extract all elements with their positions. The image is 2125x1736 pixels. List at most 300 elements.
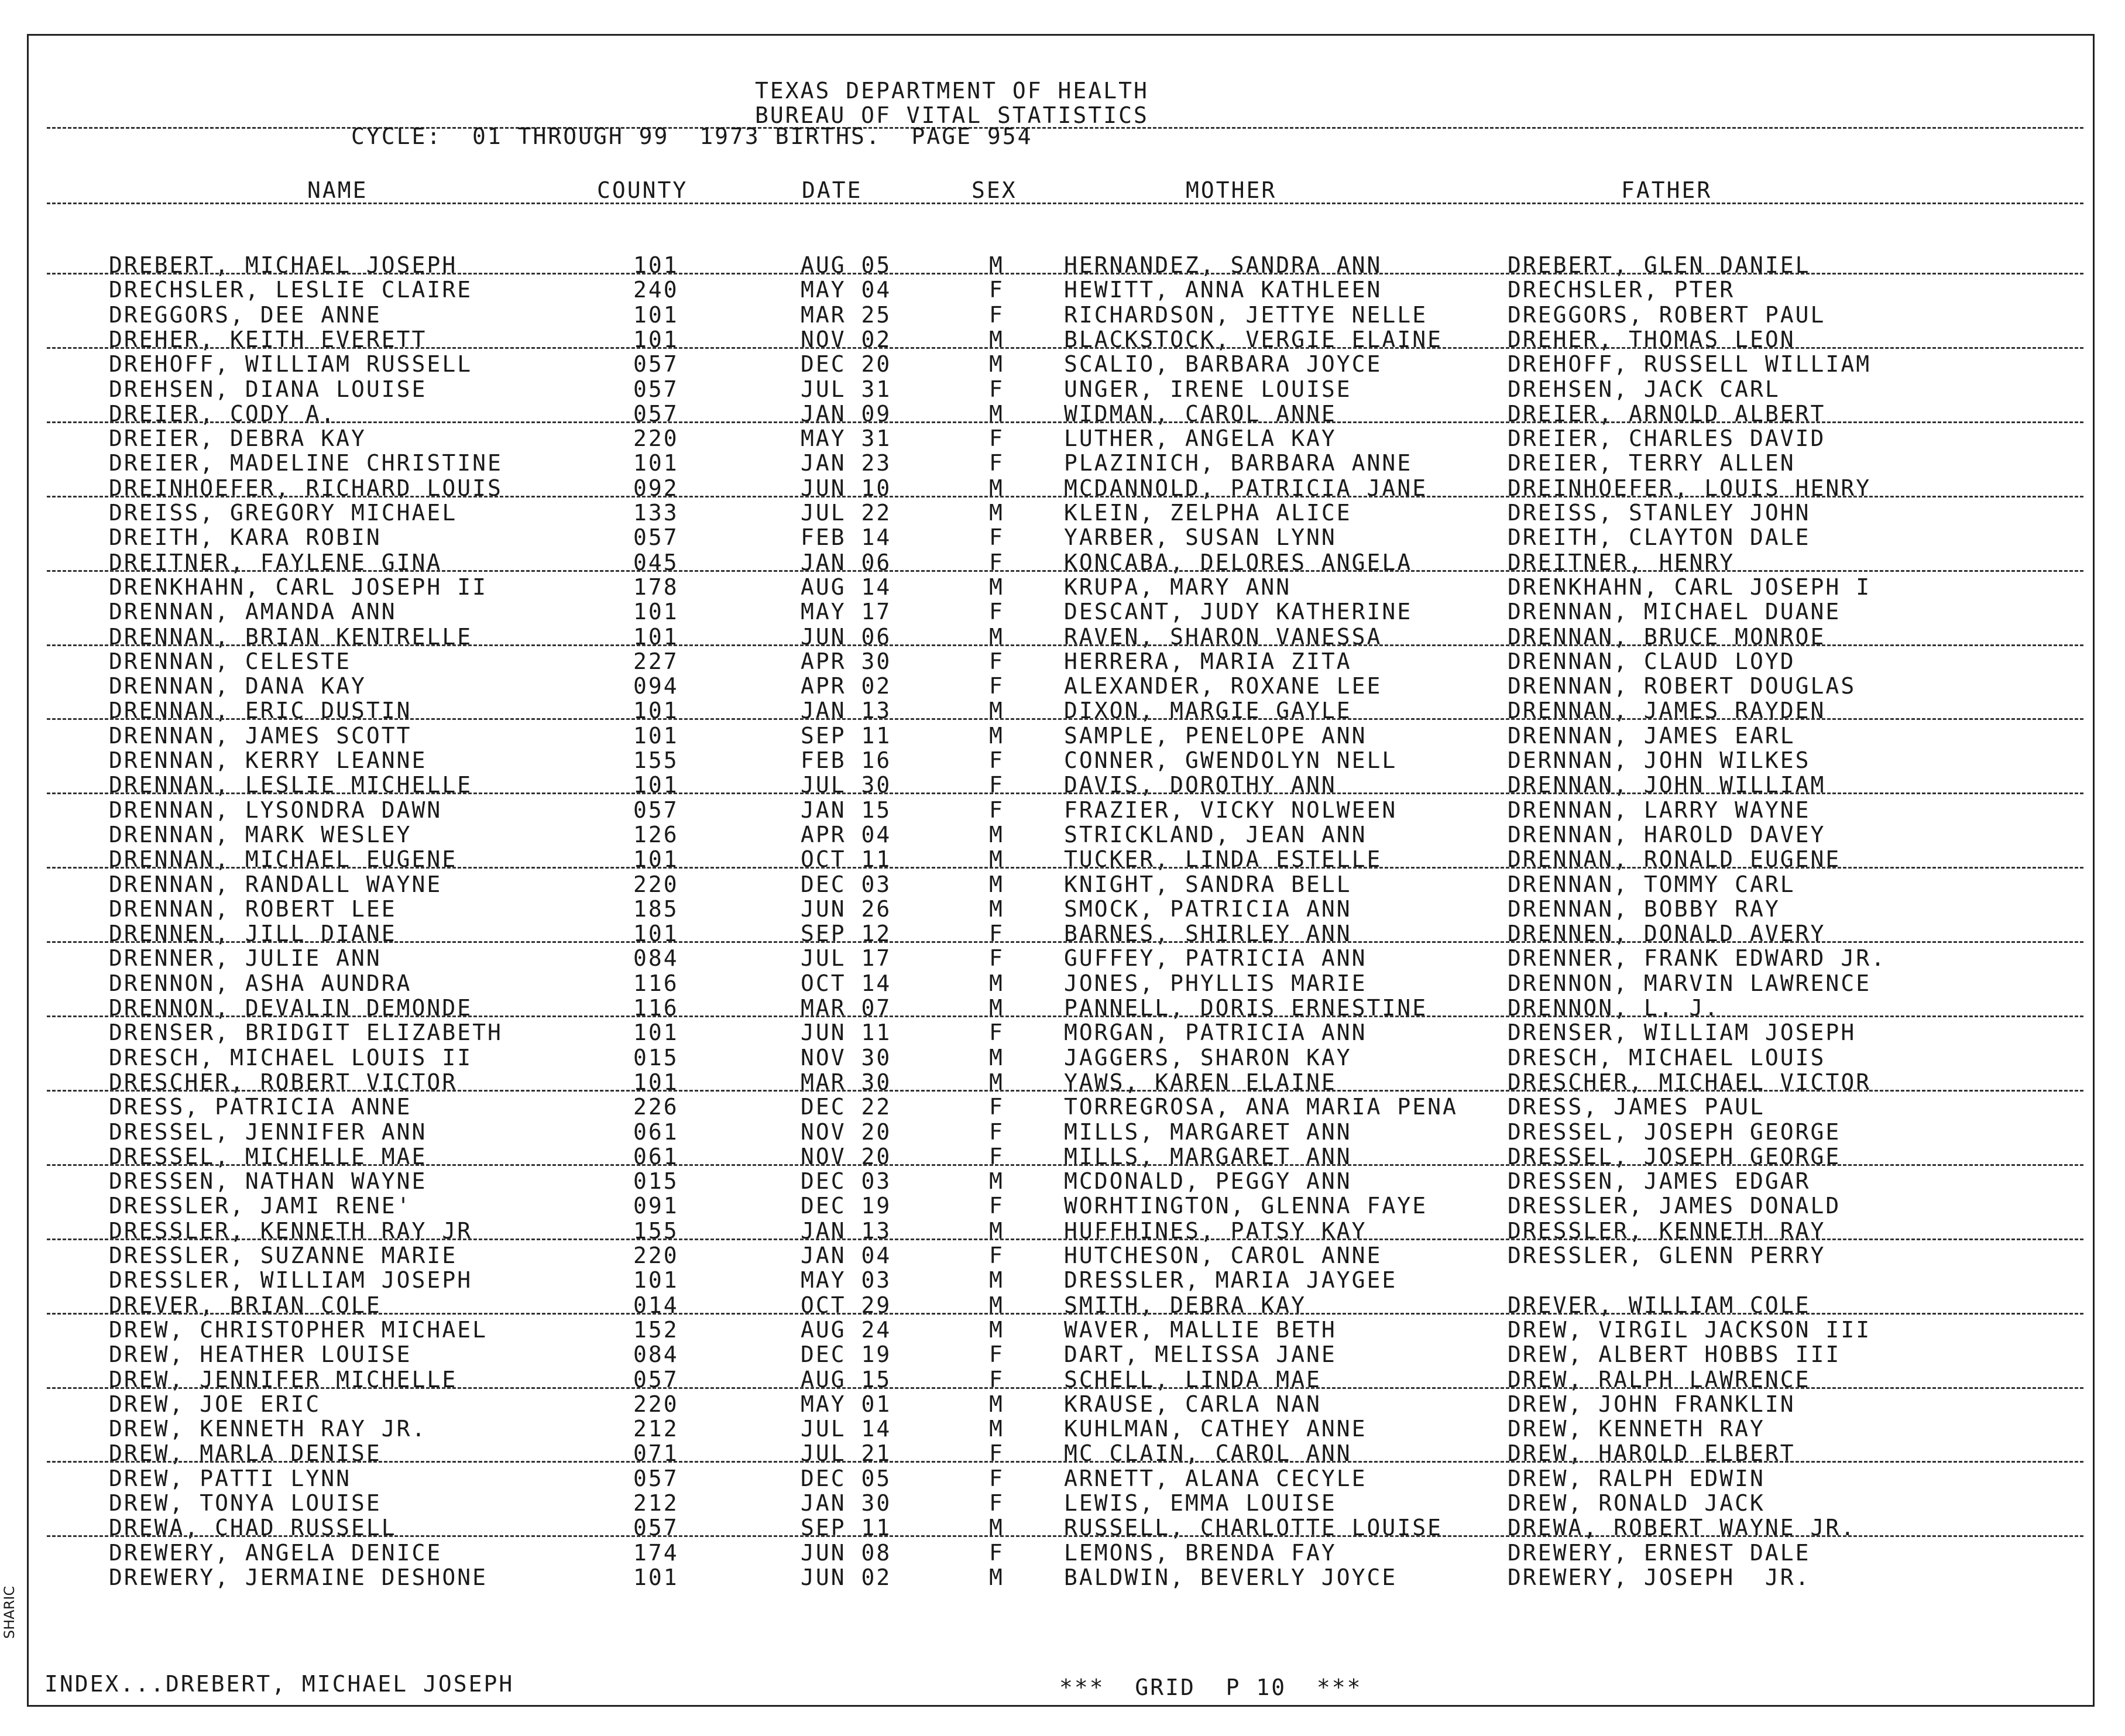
cell-mother: MCDONALD, PEGGY ANN bbox=[1064, 1168, 1352, 1194]
cell-name: DREW, JENNIFER MICHELLE bbox=[109, 1367, 458, 1392]
cell-mother: TORREGROSA, ANA MARIA PENA bbox=[1064, 1094, 1458, 1120]
cell-mother: BLACKSTOCK, VERGIE ELAINE bbox=[1064, 327, 1443, 352]
cell-father: DREW, RALPH LAWRENCE bbox=[1508, 1367, 1811, 1392]
cell-name: DRECHSLER, LESLIE CLAIRE bbox=[109, 277, 473, 303]
cycle-line: CYCLE: 01 THROUGH 99 1973 BIRTHS. PAGE 954 bbox=[351, 123, 1033, 149]
cell-father: DRENNEN, DONALD AVERY bbox=[1508, 921, 1826, 946]
header-department: TEXAS DEPARTMENT OF HEALTH bbox=[755, 78, 1149, 104]
cell-mother: CONNER, GWENDOLYN NELL bbox=[1064, 747, 1398, 773]
cell-father: DRENNON, MARVIN LAWRENCE bbox=[1508, 970, 1872, 996]
cell-name: DREVER, BRIAN COLE bbox=[109, 1292, 382, 1318]
cell-sex: M bbox=[989, 1045, 1004, 1071]
cell-date: JUN 11 bbox=[801, 1020, 892, 1045]
cell-mother: SCHELL, LINDA MAE bbox=[1064, 1367, 1321, 1392]
cell-county: 101 bbox=[633, 327, 679, 352]
cell-mother: LEMONS, BRENDA FAY bbox=[1064, 1540, 1337, 1566]
cell-mother: STRICKLAND, JEAN ANN bbox=[1064, 822, 1367, 848]
table-row bbox=[0, 822, 2125, 847]
cell-father: DRESSLER, GLENN PERRY bbox=[1508, 1243, 1826, 1268]
cell-sex: F bbox=[989, 302, 1004, 328]
cell-sex: F bbox=[989, 599, 1004, 625]
cell-date: DEC 19 bbox=[801, 1342, 892, 1367]
cell-father: DRENSER, WILLIAM JOSEPH bbox=[1508, 1020, 1856, 1045]
cell-date: DEC 05 bbox=[801, 1466, 892, 1491]
cell-father: DREHER, THOMAS LEON bbox=[1508, 327, 1796, 352]
cell-name: DREW, HEATHER LOUISE bbox=[109, 1342, 412, 1367]
cell-father: DREIER, TERRY ALLEN bbox=[1508, 450, 1796, 476]
cell-mother: ALEXANDER, ROXANE LEE bbox=[1064, 673, 1382, 699]
cell-county: 057 bbox=[633, 524, 679, 550]
cell-name: DRENNAN, AMANDA ANN bbox=[109, 599, 397, 625]
table-row bbox=[0, 1045, 2125, 1070]
cell-sex: F bbox=[989, 1144, 1004, 1169]
cell-mother: WIDMAN, CAROL ANNE bbox=[1064, 401, 1337, 427]
cell-father: DRENNAN, BOBBY RAY bbox=[1508, 896, 1780, 922]
cell-county: 101 bbox=[633, 723, 679, 749]
cell-sex: F bbox=[989, 1540, 1004, 1566]
cell-sex: F bbox=[989, 1342, 1004, 1367]
cell-father: DRENNAN, ROBERT DOUGLAS bbox=[1508, 673, 1856, 699]
cell-name: DREHSEN, DIANA LOUISE bbox=[109, 376, 427, 402]
cell-mother: DART, MELISSA JANE bbox=[1064, 1342, 1337, 1367]
table-row bbox=[0, 946, 2125, 970]
cell-date: DEC 19 bbox=[801, 1193, 892, 1219]
cell-name: DREWERY, JERMAINE DESHONE bbox=[109, 1565, 488, 1590]
cell-name: DRESSEN, NATHAN WAYNE bbox=[109, 1168, 427, 1194]
cell-father: DRESSEL, JOSEPH GEORGE bbox=[1508, 1144, 1841, 1169]
cell-date: OCT 29 bbox=[801, 1292, 892, 1318]
cell-mother: BALDWIN, BEVERLY JOYCE bbox=[1064, 1565, 1398, 1590]
cell-mother: DAVIS, DOROTHY ANN bbox=[1064, 772, 1337, 798]
cell-mother: DESCANT, JUDY KATHERINE bbox=[1064, 599, 1413, 625]
cell-county: 101 bbox=[633, 921, 679, 946]
cell-name: DRENNAN, DANA KAY bbox=[109, 673, 366, 699]
cell-county: 084 bbox=[633, 1342, 679, 1367]
footer-index: INDEX...DREBERT, MICHAEL JOSEPH bbox=[44, 1671, 514, 1697]
cell-sex: F bbox=[989, 426, 1004, 451]
table-row bbox=[0, 1243, 2125, 1268]
cell-date: JUN 08 bbox=[801, 1540, 892, 1566]
table-row bbox=[0, 525, 2125, 550]
side-label: SHARIC bbox=[1, 1586, 18, 1639]
row-group-rule bbox=[47, 1090, 2083, 1092]
cell-father: DRESS, JAMES PAUL bbox=[1508, 1094, 1765, 1120]
cell-county: 155 bbox=[633, 747, 679, 773]
cell-sex: M bbox=[989, 1069, 1004, 1095]
cell-mother: HUFFHINES, PATSY KAY bbox=[1064, 1218, 1367, 1244]
cell-father: DREIER, ARNOLD ALBERT bbox=[1508, 401, 1826, 427]
cell-mother: WORHTINGTON, GLENNA FAYE bbox=[1064, 1193, 1428, 1219]
cell-sex: F bbox=[989, 550, 1004, 575]
cell-county: 101 bbox=[633, 450, 679, 476]
cell-sex: M bbox=[989, 1515, 1004, 1541]
cell-sex: M bbox=[989, 252, 1004, 278]
cell-county: 226 bbox=[633, 1094, 679, 1120]
table-row bbox=[0, 1342, 2125, 1367]
row-group-rule bbox=[47, 1238, 2083, 1240]
row-group-rule bbox=[47, 1164, 2083, 1166]
cell-county: 057 bbox=[633, 351, 679, 377]
cell-date: MAY 17 bbox=[801, 599, 892, 625]
row-group-rule bbox=[47, 867, 2083, 869]
cell-father: DERNNAN, JOHN WILKES bbox=[1508, 747, 1811, 773]
cell-county: 178 bbox=[633, 574, 679, 600]
table-row bbox=[0, 1120, 2125, 1144]
cell-mother: FRAZIER, VICKY NOLWEEN bbox=[1064, 797, 1398, 823]
cell-name: DRESSLER, SUZANNE MARIE bbox=[109, 1243, 458, 1268]
cell-mother: DIXON, MARGIE GAYLE bbox=[1064, 698, 1352, 723]
cell-father: DREW, ALBERT HOBBS III bbox=[1508, 1342, 1841, 1367]
cell-father: DRESSLER, KENNETH RAY bbox=[1508, 1218, 1826, 1244]
cell-father: DRENNAN, BRUCE MONROE bbox=[1508, 624, 1826, 650]
cell-county: 116 bbox=[633, 995, 679, 1021]
cell-date: NOV 30 bbox=[801, 1045, 892, 1071]
cell-county: 220 bbox=[633, 1243, 679, 1268]
cell-date: MAR 07 bbox=[801, 995, 892, 1021]
table-row bbox=[0, 451, 2125, 475]
table-row bbox=[0, 897, 2125, 921]
cell-father: DRENNAN, TOMMY CARL bbox=[1508, 872, 1796, 897]
cell-county: 101 bbox=[633, 599, 679, 625]
cell-name: DRENNAN, ERIC DUSTIN bbox=[109, 698, 412, 723]
cell-father: DREWERY, JOSEPH JR. bbox=[1508, 1565, 1811, 1590]
table-row bbox=[0, 798, 2125, 822]
cell-name: DRESSLER, KENNETH RAY JR bbox=[109, 1218, 473, 1244]
cell-county: 227 bbox=[633, 649, 679, 674]
cell-county: 101 bbox=[633, 772, 679, 798]
cell-date: FEB 16 bbox=[801, 747, 892, 773]
cell-county: 220 bbox=[633, 1391, 679, 1417]
cell-mother: SMOCK, PATRICIA ANN bbox=[1064, 896, 1352, 922]
table-row bbox=[0, 277, 2125, 302]
row-group-rule bbox=[47, 1313, 2083, 1315]
cell-name: DREIER, CODY A. bbox=[109, 401, 337, 427]
cell-name: DREISS, GREGORY MICHAEL bbox=[109, 500, 458, 526]
cell-father: DREINHOEFER, LOUIS HENRY bbox=[1508, 475, 1872, 501]
cell-county: 174 bbox=[633, 1540, 679, 1566]
cell-sex: F bbox=[989, 1466, 1004, 1491]
cell-date: DEC 03 bbox=[801, 1168, 892, 1194]
cell-mother: KRUPA, MARY ANN bbox=[1064, 574, 1292, 600]
cell-name: DREINHOEFER, RICHARD LOUIS bbox=[109, 475, 503, 501]
table-row bbox=[0, 575, 2125, 599]
cell-sex: F bbox=[989, 945, 1004, 971]
cell-mother: UNGER, IRENE LOUISE bbox=[1064, 376, 1352, 402]
cell-county: 061 bbox=[633, 1119, 679, 1145]
cell-father: DRENKHAHN, CARL JOSEPH I bbox=[1508, 574, 1872, 600]
cell-mother: GUFFEY, PATRICIA ANN bbox=[1064, 945, 1367, 971]
cell-mother: SCALIO, BARBARA JOYCE bbox=[1064, 351, 1382, 377]
cell-father: DRESCH, MICHAEL LOUIS bbox=[1508, 1045, 1826, 1071]
table-row bbox=[0, 1318, 2125, 1342]
row-group-rule bbox=[47, 1387, 2083, 1389]
table-row bbox=[0, 1268, 2125, 1292]
cell-county: 057 bbox=[633, 401, 679, 427]
cell-father: DRENNAN, RONALD EUGENE bbox=[1508, 846, 1841, 872]
cell-sex: M bbox=[989, 500, 1004, 526]
cell-sex: M bbox=[989, 1391, 1004, 1417]
cell-name: DRENNAN, CELESTE bbox=[109, 649, 352, 674]
column-header-rule bbox=[47, 203, 2083, 204]
table-row bbox=[0, 1095, 2125, 1119]
cell-mother: RUSSELL, CHARLOTTE LOUISE bbox=[1064, 1515, 1443, 1541]
cell-name: DREITH, KARA ROBIN bbox=[109, 524, 382, 550]
column-header-name: NAME bbox=[307, 177, 368, 203]
cell-name: DRENNON, ASHA AUNDRA bbox=[109, 970, 412, 996]
cell-date: MAY 01 bbox=[801, 1391, 892, 1417]
cell-name: DREBERT, MICHAEL JOSEPH bbox=[109, 252, 458, 278]
table-row bbox=[0, 971, 2125, 996]
cell-mother: MCDANNOLD, PATRICIA JANE bbox=[1064, 475, 1428, 501]
cell-name: DREW, TONYA LOUISE bbox=[109, 1490, 382, 1516]
table-row bbox=[0, 649, 2125, 674]
cell-name: DRENNER, JULIE ANN bbox=[109, 945, 382, 971]
cell-date: DEC 03 bbox=[801, 872, 892, 897]
cell-county: 061 bbox=[633, 1144, 679, 1169]
cell-father: DREHSEN, JACK CARL bbox=[1508, 376, 1780, 402]
cell-name: DREW, PATTI LYNN bbox=[109, 1466, 352, 1491]
cell-date: APR 30 bbox=[801, 649, 892, 674]
cell-mother: MILLS, MARGARET ANN bbox=[1064, 1144, 1352, 1169]
cell-name: DRENKHAHN, CARL JOSEPH II bbox=[109, 574, 488, 600]
table-row bbox=[0, 426, 2125, 451]
cell-county: 220 bbox=[633, 426, 679, 451]
cell-date: MAY 04 bbox=[801, 277, 892, 303]
cell-sex: M bbox=[989, 723, 1004, 749]
cell-father: DREVER, WILLIAM COLE bbox=[1508, 1292, 1811, 1318]
cell-mother: JAGGERS, SHARON KAY bbox=[1064, 1045, 1352, 1071]
cell-date: AUG 15 bbox=[801, 1367, 892, 1392]
cell-mother: MC CLAIN, CAROL ANN bbox=[1064, 1440, 1352, 1466]
cell-date: JUN 10 bbox=[801, 475, 892, 501]
row-group-rule bbox=[47, 718, 2083, 720]
cell-date: JAN 13 bbox=[801, 1218, 892, 1244]
cell-county: 057 bbox=[633, 1367, 679, 1392]
cell-date: MAY 03 bbox=[801, 1267, 892, 1293]
cell-name: DRESCH, MICHAEL LOUIS II bbox=[109, 1045, 473, 1071]
footer-grid: *** GRID P 10 *** bbox=[1059, 1675, 1362, 1700]
cell-sex: F bbox=[989, 1094, 1004, 1120]
cell-county: 101 bbox=[633, 698, 679, 723]
table-row bbox=[0, 1541, 2125, 1565]
cell-name: DREIER, MADELINE CHRISTINE bbox=[109, 450, 503, 476]
cell-sex: M bbox=[989, 1168, 1004, 1194]
cell-date: NOV 20 bbox=[801, 1144, 892, 1169]
cell-date: JUL 31 bbox=[801, 376, 892, 402]
cell-county: 057 bbox=[633, 376, 679, 402]
cell-father: DRESCHER, MICHAEL VICTOR bbox=[1508, 1069, 1872, 1095]
cell-sex: M bbox=[989, 1267, 1004, 1293]
cell-date: SEP 11 bbox=[801, 1515, 892, 1541]
cell-name: DRESSEL, JENNIFER ANN bbox=[109, 1119, 427, 1145]
cell-date: SEP 12 bbox=[801, 921, 892, 946]
table-row bbox=[0, 377, 2125, 402]
header-bureau: BUREAU OF VITAL STATISTICS bbox=[755, 102, 1149, 128]
cell-sex: M bbox=[989, 1416, 1004, 1442]
cell-sex: F bbox=[989, 1367, 1004, 1392]
cell-sex: F bbox=[989, 1440, 1004, 1466]
cell-sex: F bbox=[989, 524, 1004, 550]
cell-sex: M bbox=[989, 624, 1004, 650]
cell-father: DREITNER, HENRY bbox=[1508, 550, 1735, 575]
cell-county: 152 bbox=[633, 1317, 679, 1343]
row-group-rule bbox=[47, 1535, 2083, 1537]
row-group-rule bbox=[47, 1015, 2083, 1017]
cell-sex: M bbox=[989, 822, 1004, 848]
cell-date: APR 04 bbox=[801, 822, 892, 848]
cell-name: DRENNAN, KERRY LEANNE bbox=[109, 747, 427, 773]
cell-sex: M bbox=[989, 1292, 1004, 1318]
cell-county: 133 bbox=[633, 500, 679, 526]
cell-sex: M bbox=[989, 846, 1004, 872]
cell-mother: YAWS, KAREN ELAINE bbox=[1064, 1069, 1337, 1095]
cell-mother: MILLS, MARGARET ANN bbox=[1064, 1119, 1352, 1145]
cell-date: AUG 05 bbox=[801, 252, 892, 278]
cell-name: DRENNON, DEVALIN DEMONDE bbox=[109, 995, 473, 1021]
cell-sex: F bbox=[989, 1119, 1004, 1145]
cell-mother: PANNELL, DORIS ERNESTINE bbox=[1064, 995, 1428, 1021]
column-header-sex: SEX bbox=[971, 177, 1017, 203]
cell-county: 185 bbox=[633, 896, 679, 922]
cell-sex: M bbox=[989, 1565, 1004, 1590]
cell-father: DREITH, CLAYTON DALE bbox=[1508, 524, 1811, 550]
cell-father: DRENNAN, JOHN WILLIAM bbox=[1508, 772, 1826, 798]
cell-county: 240 bbox=[633, 277, 679, 303]
cell-name: DRESSEL, MICHELLE MAE bbox=[109, 1144, 427, 1169]
cell-sex: F bbox=[989, 673, 1004, 699]
cell-father: DRENNAN, HAROLD DAVEY bbox=[1508, 822, 1826, 848]
cell-mother: PLAZINICH, BARBARA ANNE bbox=[1064, 450, 1413, 476]
cell-county: 101 bbox=[633, 1565, 679, 1590]
cell-mother: LEWIS, EMMA LOUISE bbox=[1064, 1490, 1337, 1516]
cell-father: DRESSEL, JOSEPH GEORGE bbox=[1508, 1119, 1841, 1145]
cell-sex: M bbox=[989, 896, 1004, 922]
table-row bbox=[0, 1169, 2125, 1193]
table-row bbox=[0, 872, 2125, 897]
cell-county: 092 bbox=[633, 475, 679, 501]
cell-county: 101 bbox=[633, 1020, 679, 1045]
cell-name: DREHER, KEITH EVERETT bbox=[109, 327, 427, 352]
cell-county: 091 bbox=[633, 1193, 679, 1219]
cell-mother: JONES, PHYLLIS MARIE bbox=[1064, 970, 1367, 996]
cell-sex: M bbox=[989, 970, 1004, 996]
cell-father: DREW, JOHN FRANKLIN bbox=[1508, 1391, 1796, 1417]
cell-name: DRENNAN, RANDALL WAYNE bbox=[109, 872, 442, 897]
cell-county: 084 bbox=[633, 945, 679, 971]
cell-mother: KLEIN, ZELPHA ALICE bbox=[1064, 500, 1352, 526]
cell-sex: F bbox=[989, 1020, 1004, 1045]
cell-date: MAR 25 bbox=[801, 302, 892, 328]
cell-name: DRENNAN, ROBERT LEE bbox=[109, 896, 397, 922]
cell-name: DREIER, DEBRA KAY bbox=[109, 426, 366, 451]
cell-sex: M bbox=[989, 401, 1004, 427]
cell-name: DRESCHER, ROBERT VICTOR bbox=[109, 1069, 458, 1095]
cell-mother: HERRERA, MARIA ZITA bbox=[1064, 649, 1352, 674]
cell-sex: M bbox=[989, 995, 1004, 1021]
cell-father: DREIER, CHARLES DAVID bbox=[1508, 426, 1826, 451]
cell-father: DRENNAN, LARRY WAYNE bbox=[1508, 797, 1811, 823]
cell-sex: M bbox=[989, 1317, 1004, 1343]
cell-mother: DRESSLER, MARIA JAYGEE bbox=[1064, 1267, 1398, 1293]
cell-father: DREGGORS, ROBERT PAUL bbox=[1508, 302, 1826, 328]
cell-sex: M bbox=[989, 327, 1004, 352]
row-group-rule bbox=[47, 347, 2083, 349]
cell-father: DREW, RONALD JACK bbox=[1508, 1490, 1765, 1516]
cell-father: DRENNAN, JAMES EARL bbox=[1508, 723, 1796, 749]
row-group-rule bbox=[47, 496, 2083, 498]
cell-mother: MORGAN, PATRICIA ANN bbox=[1064, 1020, 1367, 1045]
table-row bbox=[0, 1416, 2125, 1441]
cell-father: DRESSLER, JAMES DONALD bbox=[1508, 1193, 1841, 1219]
cell-mother: SAMPLE, PENELOPE ANN bbox=[1064, 723, 1367, 749]
cell-father: DREHOFF, RUSSELL WILLIAM bbox=[1508, 351, 1872, 377]
table-row bbox=[0, 1020, 2125, 1045]
cell-date: NOV 20 bbox=[801, 1119, 892, 1145]
cell-date: JAN 04 bbox=[801, 1243, 892, 1268]
row-group-rule bbox=[47, 1461, 2083, 1463]
cell-sex: M bbox=[989, 574, 1004, 600]
cell-county: 116 bbox=[633, 970, 679, 996]
cell-father: DREW, RALPH EDWIN bbox=[1508, 1466, 1765, 1491]
cell-name: DRESSLER, JAMI RENE' bbox=[109, 1193, 412, 1219]
cell-name: DRENNEN, JILL DIANE bbox=[109, 921, 397, 946]
cell-date: JAN 09 bbox=[801, 401, 892, 427]
cell-date: JUL 30 bbox=[801, 772, 892, 798]
cell-father: DREW, VIRGIL JACKSON III bbox=[1508, 1317, 1872, 1343]
cell-date: JUL 21 bbox=[801, 1440, 892, 1466]
cell-name: DRENNAN, LYSONDRA DAWN bbox=[109, 797, 442, 823]
cell-father: DREWERY, ERNEST DALE bbox=[1508, 1540, 1811, 1566]
cell-mother: LUTHER, ANGELA KAY bbox=[1064, 426, 1337, 451]
table-row bbox=[0, 1392, 2125, 1416]
cell-sex: M bbox=[989, 872, 1004, 897]
cell-date: JAN 06 bbox=[801, 550, 892, 575]
row-group-rule bbox=[47, 941, 2083, 943]
cell-county: 101 bbox=[633, 252, 679, 278]
row-group-rule bbox=[47, 570, 2083, 572]
cell-sex: M bbox=[989, 698, 1004, 723]
cell-date: APR 02 bbox=[801, 673, 892, 699]
row-group-rule bbox=[47, 421, 2083, 423]
cell-date: JUN 26 bbox=[801, 896, 892, 922]
cell-mother: SMITH, DEBRA KAY bbox=[1064, 1292, 1307, 1318]
cell-sex: M bbox=[989, 1218, 1004, 1244]
cell-father: DREW, KENNETH RAY bbox=[1508, 1416, 1765, 1442]
column-header-county: COUNTY bbox=[597, 177, 688, 203]
cell-mother: KNIGHT, SANDRA BELL bbox=[1064, 872, 1352, 897]
cell-father: DRENNAN, MICHAEL DUANE bbox=[1508, 599, 1841, 625]
cell-name: DRESS, PATRICIA ANNE bbox=[109, 1094, 412, 1120]
table-row bbox=[0, 674, 2125, 698]
cell-sex: M bbox=[989, 351, 1004, 377]
cell-mother: HERNANDEZ, SANDRA ANN bbox=[1064, 252, 1382, 278]
cell-date: JAN 15 bbox=[801, 797, 892, 823]
row-group-rule bbox=[47, 273, 2083, 275]
cell-county: 212 bbox=[633, 1416, 679, 1442]
cell-name: DREWA, CHAD RUSSELL bbox=[109, 1515, 397, 1541]
cell-date: MAY 31 bbox=[801, 426, 892, 451]
table-row bbox=[0, 1565, 2125, 1590]
cell-sex: F bbox=[989, 747, 1004, 773]
column-header-mother: MOTHER bbox=[1186, 177, 1277, 203]
cell-name: DREGGORS, DEE ANNE bbox=[109, 302, 382, 328]
cell-county: 094 bbox=[633, 673, 679, 699]
cell-mother: RICHARDSON, JETTYE NELLE bbox=[1064, 302, 1428, 328]
cell-date: JAN 30 bbox=[801, 1490, 892, 1516]
cell-sex: F bbox=[989, 649, 1004, 674]
cell-county: 057 bbox=[633, 1466, 679, 1491]
cell-county: 155 bbox=[633, 1218, 679, 1244]
